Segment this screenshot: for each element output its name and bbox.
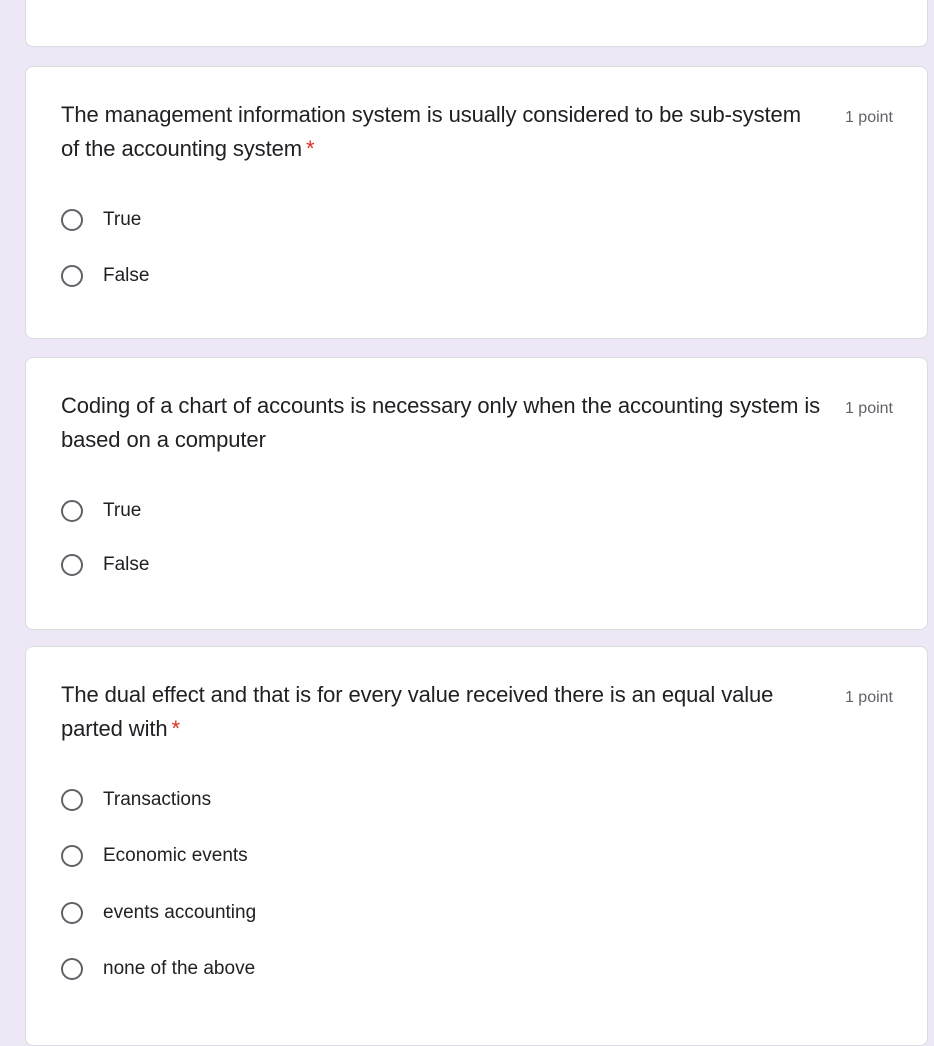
- radio-option-false[interactable]: [61, 261, 149, 291]
- question-title: The dual effect and that is for every value received there is an equal value parted with *: [61, 682, 774, 741]
- radio-option-true[interactable]: [61, 496, 141, 526]
- radio-button-icon[interactable]: [61, 209, 83, 231]
- option-label: False: [103, 554, 150, 575]
- option-label: True: [103, 209, 142, 230]
- radio-option-true[interactable]: [61, 205, 141, 235]
- option-label: none of the above: [103, 958, 256, 979]
- radio-button-icon[interactable]: [61, 554, 83, 576]
- question-title: Coding of a chart of accounts is necessary only when the accounting system is based on a computer: [61, 393, 821, 452]
- points-label: 1 point: [844, 109, 893, 126]
- points-label: 1 point: [844, 689, 893, 706]
- radio-button-icon[interactable]: [61, 265, 83, 287]
- radio-option-transactions[interactable]: [61, 785, 211, 815]
- option-label: Economic events: [103, 845, 248, 866]
- previous-question-card: [25, 0, 928, 47]
- radio-option-economic-events[interactable]: [61, 841, 248, 871]
- radio-option-false[interactable]: [61, 550, 149, 580]
- radio-button-icon[interactable]: [61, 500, 83, 522]
- radio-button-icon[interactable]: [61, 789, 83, 811]
- radio-option-events-accounting[interactable]: [61, 898, 256, 928]
- question-card-2: [25, 357, 928, 630]
- radio-button-icon[interactable]: [61, 902, 83, 924]
- option-label: False: [103, 265, 150, 286]
- radio-button-icon[interactable]: [61, 958, 83, 980]
- radio-button-icon[interactable]: [61, 845, 83, 867]
- points-label: 1 point: [844, 400, 893, 417]
- question-title: The management information system is usually considered to be sub-system of the accounting system *: [61, 102, 801, 161]
- option-label: True: [103, 500, 142, 521]
- option-label: events accounting: [103, 902, 257, 923]
- option-label: Transactions: [103, 789, 212, 810]
- question-card-1: [25, 66, 928, 339]
- required-asterisk: *: [305, 136, 315, 161]
- required-asterisk: *: [171, 716, 180, 741]
- question-card-3: [25, 646, 928, 1046]
- radio-option-none-of-the-above[interactable]: [61, 954, 255, 984]
